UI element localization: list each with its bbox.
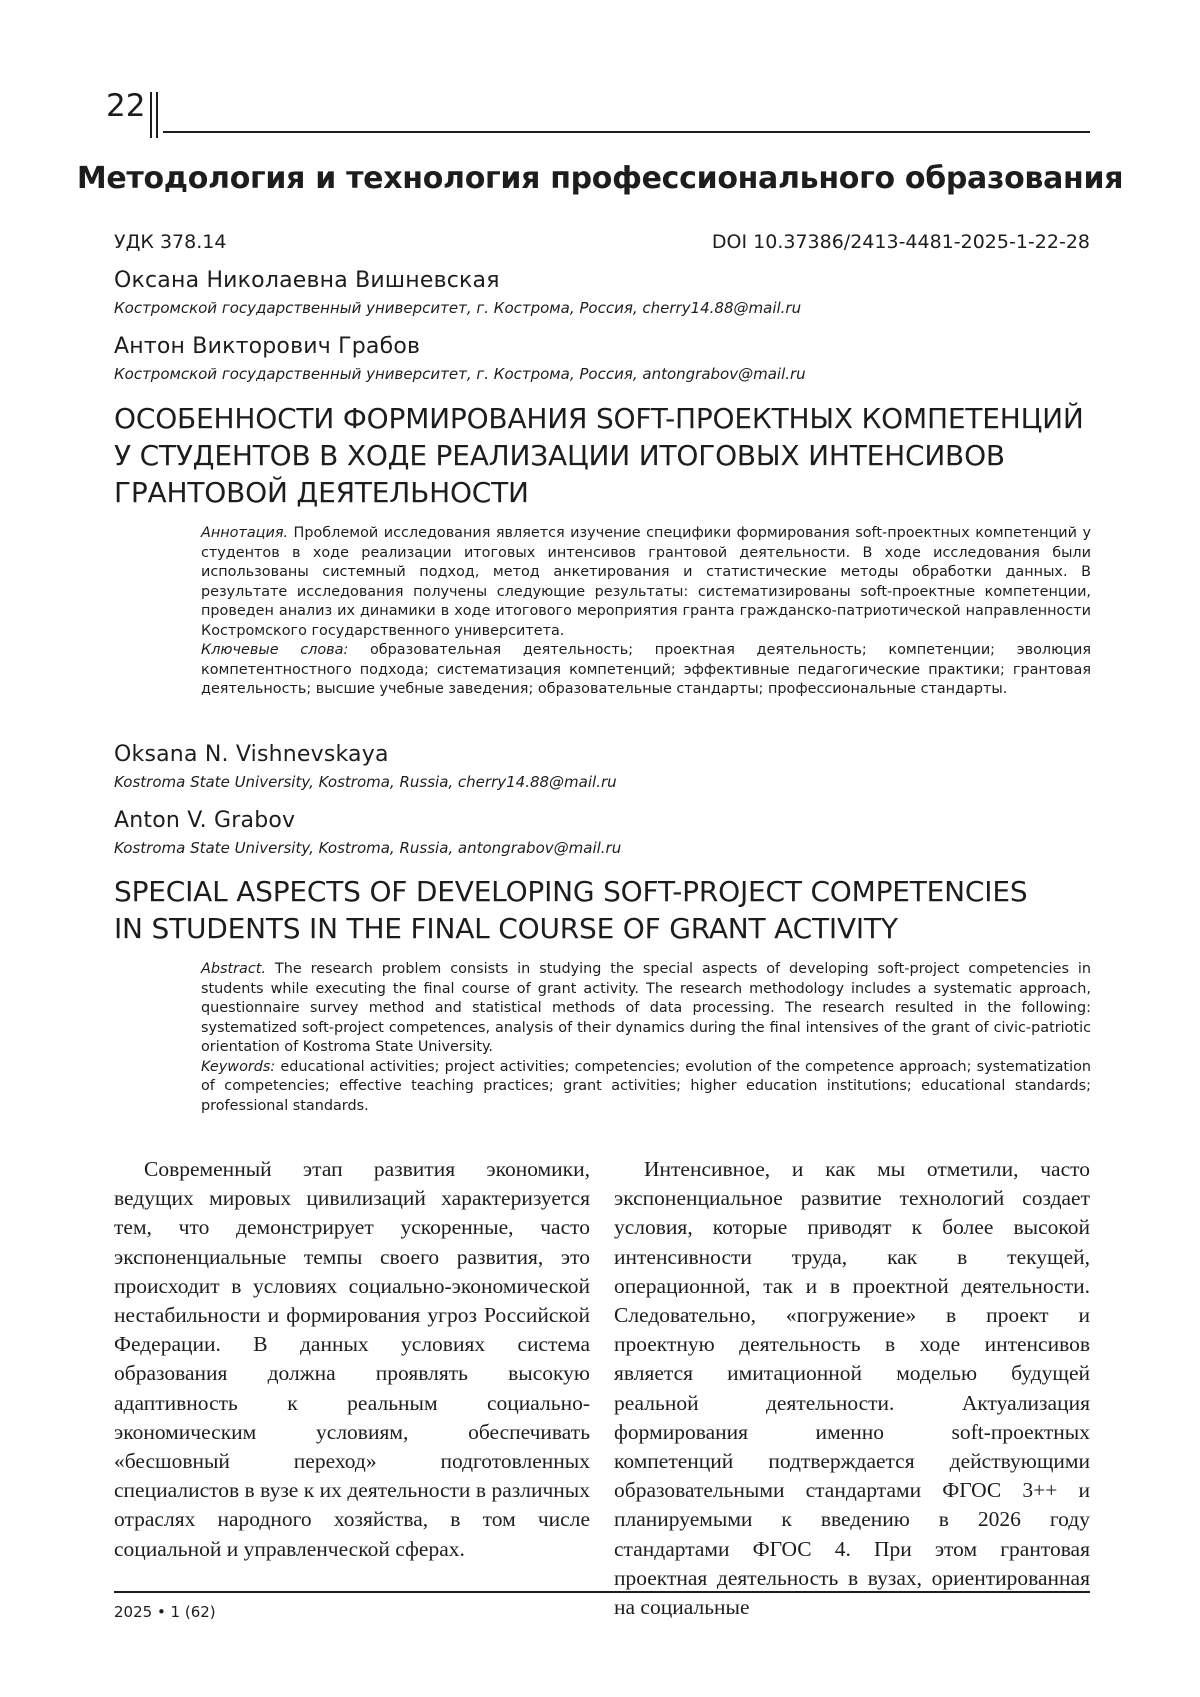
abstract-text: Проблемой исследования является изучение специфики формирования soft-проектных компетенций у студентов в ходе реализации итоговых интенсивов грантовой деятельности. В ходе исследования были использованы системный подход, метод анкетирования и статистические методы обработки данных. В результате исследования получены следующие результаты: систематизированы soft-проектные компетенции, проведен анализ их динамики в ходе итогового мероприятия гранта гражданско-патриотической направленности Костромского государственного университета. (201, 525, 1091, 639)
author-name-en-2: Anton V. Grabov (114, 808, 296, 833)
header-double-rule-left (150, 92, 152, 138)
author-affiliation-en-2: Kostroma State University, Kostroma, Russia, antongrabov@mail.ru (114, 839, 622, 857)
title-line: У СТУДЕНТОВ В ХОДЕ РЕАЛИЗАЦИИ ИТОГОВЫХ ИНТЕНСИВОВ (114, 439, 1005, 472)
title-line: SPECIAL ASPECTS OF DEVELOPING SOFT-PROJECT COMPETENCIES (114, 875, 1028, 908)
keywords-text: educational activities; project activities; competencies; evolution of the competence approach; systematization of competencies; effective teaching practices; grant activities; higher education institutions; educational standards; professional standards. (201, 1058, 1091, 1114)
header-rule (163, 131, 1090, 133)
article-title-en (114, 873, 1027, 947)
abstract-text: The research problem consists in studying the special aspects of developing soft-project competencies in students while executing the final course of grant activity. The research methodology includes a systematic approach, questionnaire survey method and statistical methods of data processing. The research resulted in the following: systematized soft-project competences, analysis of their dynamics during the final intensives of the grant of civic-patriotic orientation of Kostroma State University. (201, 961, 1091, 1055)
journal-title: Методология и технология профессионального образования (76, 161, 1124, 196)
author-name-ru-1: Оксана Николаевна Вишневская (114, 268, 500, 293)
author-affiliation-en-1: Kostroma State University, Kostroma, Russia, cherry14.88@mail.ru (114, 773, 617, 791)
keywords-text: образовательная деятельность; проектная деятельность; компетенции; эволюция компетентностного подхода; систематизация компетенций; эффективные педагогические практики; грантовая деятельность; высшие учебные заведения; образовательные стандарты; профессиональные стандарты. (201, 642, 1091, 697)
article-title-ru (114, 400, 1084, 511)
abstract-paragraph (201, 960, 1091, 1058)
abstract-ru (201, 524, 1091, 700)
title-line: IN STUDENTS IN THE FINAL COURSE OF GRANT ACTIVITY (114, 912, 898, 945)
page-number: 22 (106, 88, 146, 124)
doi: DOI 10.37386/2413-4481-2025-1-22-28 (711, 231, 1090, 253)
abstract-paragraph (201, 524, 1091, 641)
body-column-left (114, 1155, 590, 1564)
keywords-label: Ключевые слова: (201, 642, 349, 658)
abstract-en (201, 960, 1091, 1116)
title-line: ОСОБЕННОСТИ ФОРМИРОВАНИЯ SOFT-ПРОЕКТНЫХ КОМПЕТЕНЦИЙ (114, 402, 1084, 435)
abstract-label: Аннотация. (201, 525, 289, 541)
author-affiliation-ru-1: Костромской государственный университет, г. Кострома, Россия, cherry14.88@mail.ru (114, 299, 802, 317)
keywords-paragraph (201, 1058, 1091, 1117)
author-name-ru-2: Антон Викторович Грабов (114, 334, 421, 359)
keywords-paragraph (201, 641, 1091, 700)
issue-number: 2025 • 1 (62) (114, 1603, 216, 1621)
abstract-label: Abstract. (201, 961, 266, 977)
udc-code: УДК 378.14 (114, 231, 227, 253)
author-affiliation-ru-2: Костромской государственный университет, г. Кострома, Россия, antongrabov@mail.ru (114, 365, 806, 383)
header-double-rule-right (156, 92, 158, 138)
body-column-right (614, 1155, 1090, 1622)
keywords-label: Keywords: (201, 1058, 276, 1075)
author-name-en-1: Oksana N. Vishnevskaya (114, 742, 389, 767)
body-paragraph: Интенсивное, и как мы отметили, часто экспоненциальное развитие технологий создает условия, которые приводят к более высокой интенсивности труда, как в текущей, операционной, так и в проектной деятельности. Следовательно, «погружение» в проект и проектную деятельность в ходе интенсивов является имитационной моделью будущей реальной деятельности. Актуализация формирования именно soft-проектных компетенций подтверждается действующими образовательными стандартами ФГОС 3++ и планируемыми к введению в 2026 году стандартами ФГОС 4. При этом грантовая проектная деятельность в вузах, ориентированная на социальные (614, 1157, 1090, 1620)
footer-rule (114, 1591, 1090, 1593)
title-line: ГРАНТОВОЙ ДЕЯТЕЛЬНОСТИ (114, 476, 529, 509)
body-paragraph: Современный этап развития экономики, ведущих мировых цивилизаций характеризуется тем, что демонстрирует ускоренные, часто экспоненциальные темпы своего развития, это происходит в условиях социально-экономической нестабильности и формирования угроз Российской Федерации. В данных условиях система образования должна проявлять высокую адаптивность к реальным социально-экономическим условиям, обеспечивать «бесшовный переход» подготовленных специалистов в вузе к их деятельности в различных отраслях народного хозяйства, в том числе социальной и управленческой сферах. (114, 1157, 590, 1561)
